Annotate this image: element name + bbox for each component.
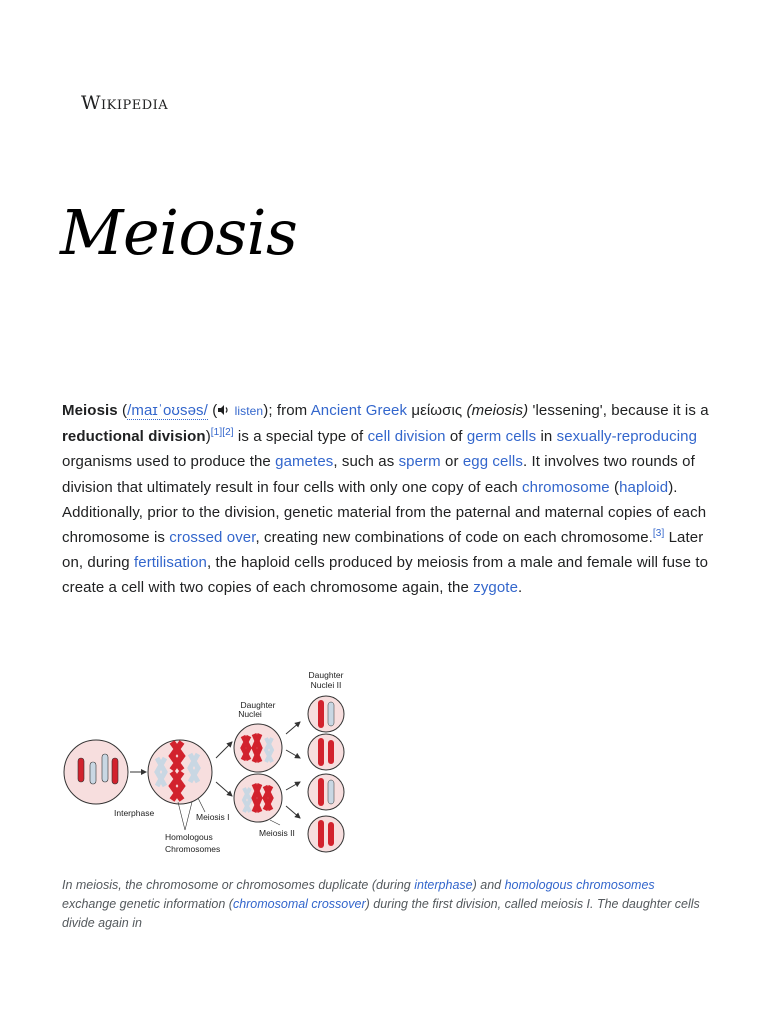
link-chromosomal-crossover[interactable]: chromosomal crossover: [232, 897, 366, 911]
link-gametes[interactable]: gametes: [275, 453, 334, 471]
text: .: [518, 579, 523, 597]
link-ancient-greek[interactable]: Ancient Greek: [310, 402, 408, 419]
meiosis-i-cell: [148, 740, 212, 804]
label-meiosis-ii: Meiosis II: [259, 828, 295, 838]
text: , the haploid cells produced by meiosis from a male and female will fuse to create a cell with two copies of each chromosome again, the: [62, 554, 709, 597]
bold-term-meiosis: Meiosis: [62, 402, 118, 419]
label-homologous-1: Homologous: [165, 832, 213, 842]
caption-text: ) during the first division, called meiosis I. The daughter cells divide again in: [62, 897, 700, 930]
label-daughter-nuclei-1: Daughter: [240, 700, 276, 710]
interphase-cell: [64, 740, 128, 804]
link-sperm[interactable]: sperm: [398, 453, 441, 471]
text: ); from: [263, 402, 311, 419]
reference-1-2[interactable]: [1][2]: [210, 427, 234, 439]
text: , such as: [333, 453, 399, 471]
bold-term-reductional-division: reductional division: [62, 428, 206, 446]
text: organisms used to produce the: [62, 453, 276, 471]
link-egg-cells[interactable]: egg cells: [462, 453, 523, 471]
text-italic: (meiosis): [466, 402, 529, 419]
link-interphase[interactable]: interphase: [414, 878, 473, 892]
reference-3[interactable]: [3]: [652, 528, 665, 540]
article-body: [62, 398, 710, 601]
text: 'lessening', because it is a: [528, 402, 709, 419]
wikipedia-wordmark[interactable]: Wikipedia: [81, 92, 169, 114]
link-homologous-chromosomes[interactable]: homologous chromosomes: [504, 878, 655, 892]
listen-link[interactable]: listen: [234, 404, 264, 418]
link-germ-cells[interactable]: germ cells: [466, 428, 537, 446]
lead-paragraph: [62, 398, 710, 601]
text: μείωσις: [407, 402, 467, 419]
text: is a special type of: [233, 428, 368, 446]
pronunciation-link[interactable]: /maɪˈoʊsəs/: [127, 402, 208, 419]
link-crossed-over[interactable]: crossed over: [169, 529, 256, 547]
figure-caption: [62, 876, 710, 933]
text: . It involves two rounds of division that ultimately result in four cells with only one copy of each: [62, 453, 695, 496]
text: , creating new combinations of code on each chromosome.: [255, 529, 653, 547]
daughter-nucleus-1: [234, 724, 282, 772]
text: Later on, during: [62, 529, 704, 572]
meiosis-diagram[interactable]: [60, 670, 360, 860]
daughter-nucleus-2: [234, 774, 282, 822]
label-interphase: Interphase: [114, 808, 155, 818]
link-fertilisation[interactable]: fertilisation: [133, 554, 207, 572]
link-cell-division[interactable]: cell division: [367, 428, 446, 446]
label-meiosis-i: Meiosis I: [196, 812, 230, 822]
daughter-nucleus-ii-3: [308, 774, 344, 810]
text: (: [609, 478, 620, 496]
link-chromosome[interactable]: chromosome: [522, 478, 610, 496]
label-homologous-2: Chromosomes: [165, 844, 221, 854]
caption-text: exchange genetic information (: [62, 897, 233, 911]
link-sexual-reproduction[interactable]: sexually-reproducing: [556, 428, 698, 446]
caption-text: In meiosis, the chromosome or chromosomes duplicate (during: [62, 878, 415, 892]
text: (: [207, 402, 218, 419]
caption-text: ) and: [472, 878, 505, 892]
daughter-nucleus-ii-4: [308, 816, 344, 852]
text: ). Additionally, prior to the division, genetic material from the paternal and maternal copies of each chromosome is: [62, 478, 707, 547]
label-daughter-nuclei-2: Nuclei: [238, 709, 262, 719]
label-daughter-nuclei-ii-1: Daughter: [308, 670, 344, 680]
text: ): [205, 428, 211, 446]
text: of: [445, 428, 467, 446]
speaker-icon[interactable]: [217, 399, 230, 424]
label-daughter-nuclei-ii-2: Nuclei II: [310, 680, 342, 690]
daughter-nucleus-ii-1: [308, 696, 344, 732]
text: in: [536, 428, 557, 446]
text: or: [440, 453, 463, 471]
text: (: [117, 402, 128, 419]
daughter-nucleus-ii-2: [308, 734, 344, 770]
page-title: Meiosis: [60, 196, 298, 269]
link-zygote[interactable]: zygote: [473, 579, 519, 597]
link-haploid[interactable]: haploid: [619, 478, 669, 496]
